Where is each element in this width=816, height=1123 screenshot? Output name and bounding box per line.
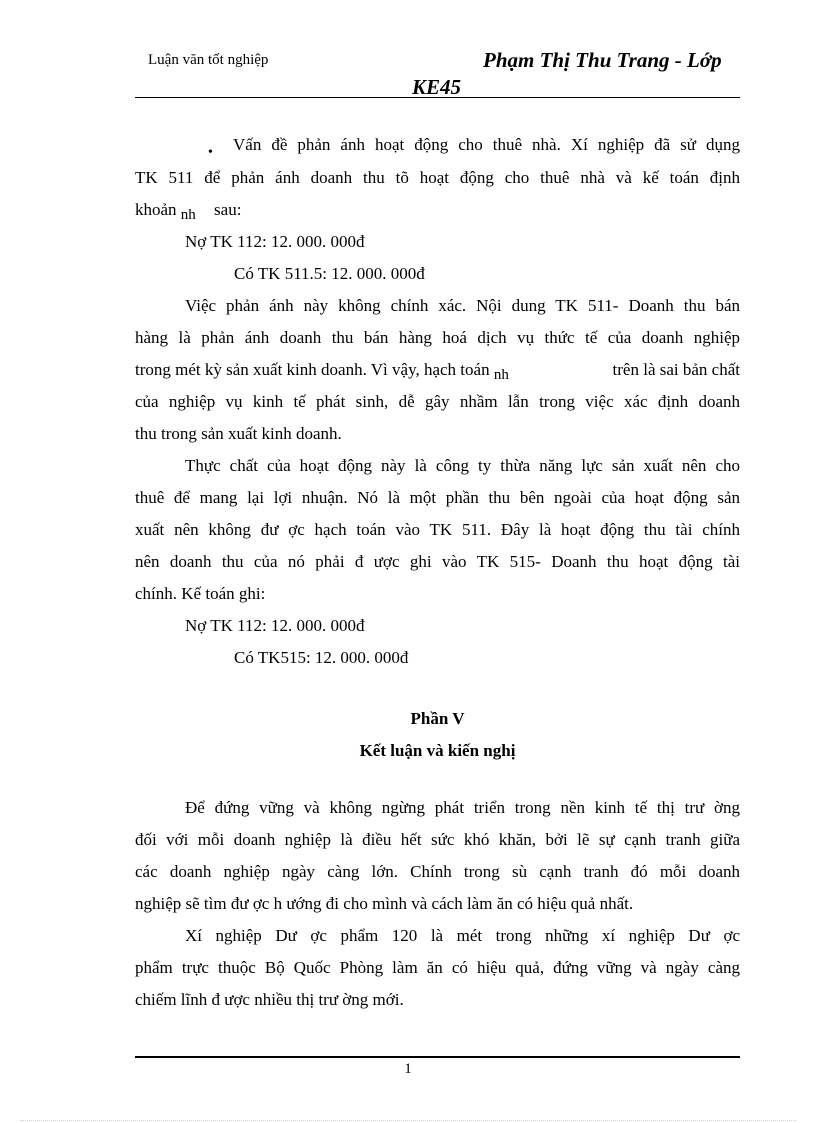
entry1-debit: Nợ TK 112: 12. 000. 000đ — [185, 232, 365, 251]
para2-line-2: thuê để mang lại lợi nhuận. Nó là một phần thu bên ngoài của hoạt động sản — [135, 488, 740, 507]
entry2-credit: Có TK515: 12. 000. 000đ — [234, 648, 409, 667]
para1-line-4: của nghiệp vụ kinh tế phát sinh, dễ gây nhầm lẫn trong việc xác định doanh — [135, 392, 740, 411]
para3-line-2: đối với mỗi doanh nghiệp là điều hết sức khó khăn, bởi lẽ sự cạnh tranh giữa — [135, 830, 740, 849]
section-part-heading: Phần V — [410, 709, 465, 728]
footer-divider — [135, 1056, 740, 1058]
para4-line-1: Xí nghiệp Dư ợc phẩm 120 là mét trong những xí nghiệp Dư ợc — [185, 926, 740, 945]
entry1-credit: Có TK 511.5: 12. 000. 000đ — [234, 264, 425, 283]
para1-line-3-text: trong mét kỳ sản xuất kinh doanh. Vì vậy, hạch toán — [135, 360, 490, 379]
header-author: Phạm Thị Thu Trang - Lớp — [483, 48, 722, 72]
para1-line-5: thu trong sản xuất kinh doanh. — [135, 424, 342, 443]
bullet-icon: • — [208, 145, 213, 160]
bullet-line-3-text: khoản — [135, 200, 177, 219]
para1-line-3-sub: nh — [493, 367, 509, 383]
header-class: KE45 — [412, 75, 462, 99]
para2-line-3: xuất nên không đư ợc hạch toán vào TK 511. Đây là hoạt động thu tài chính — [135, 520, 740, 539]
para2-line-4: nên doanh thu của nó phải đ ược ghi vào TK 515- Doanh thu hoạt động tài — [135, 552, 740, 571]
page-number: 1 — [404, 1061, 412, 1077]
bullet-line-3 — [135, 200, 241, 221]
section-title: Kết luận và kiến nghị — [359, 741, 516, 760]
bullet-line-1: Vấn đề phản ánh hoạt động cho thuê nhà. Xí nghiệp đã sử dụng — [233, 135, 740, 154]
para1-line-1: Việc phản ánh này không chính xác. Nội dung TK 511- Doanh thu bán — [185, 296, 740, 315]
entry2-debit: Nợ TK 112: 12. 000. 000đ — [185, 616, 365, 635]
bullet-line-3-end: sau: — [214, 200, 242, 219]
para3-line-1: Để đứng vững và không ngừng phát triển trong nền kinh tế thị trư ờng — [185, 798, 740, 817]
bullet-line-2: TK 511 để phản ánh doanh thu tõ hoạt động cho thuê nhà và kế toán định — [135, 168, 740, 187]
para2-line-1: Thực chất của hoạt động này là công ty thừa năng lực sản xuất nên cho — [185, 456, 740, 475]
header-divider — [135, 97, 740, 98]
para4-line-3: chiếm lĩnh đ ược nhiều thị trư ờng mới. — [135, 990, 404, 1009]
header-thesis-label: Luận văn tốt nghiệp — [148, 52, 269, 68]
para1-line-3-end: trên là sai bản chất — [612, 360, 740, 379]
bullet-line-3-sub: nh — [180, 207, 196, 223]
para3-line-3: các doanh nghiệp ngày càng lớn. Chính trong sù cạnh tranh đó mỗi doanh — [135, 862, 740, 881]
para1-line-3 — [135, 360, 740, 381]
para1-line-2: hàng là phản ánh doanh thu bán hàng hoá dịch vụ thức tế của doanh nghiệp — [135, 328, 740, 347]
para3-line-4: nghiệp sẽ tìm đư ợc h ướng đi cho mình và cách làm ăn có hiệu quả nhất. — [135, 894, 634, 913]
para4-line-2: phẩm trực thuộc Bộ Quốc Phòng làm ăn có hiệu quả, đứng vững và ngày càng — [135, 958, 740, 977]
page-edge-dots — [20, 1120, 796, 1121]
para2-line-5: chính. Kế toán ghi: — [135, 584, 266, 603]
